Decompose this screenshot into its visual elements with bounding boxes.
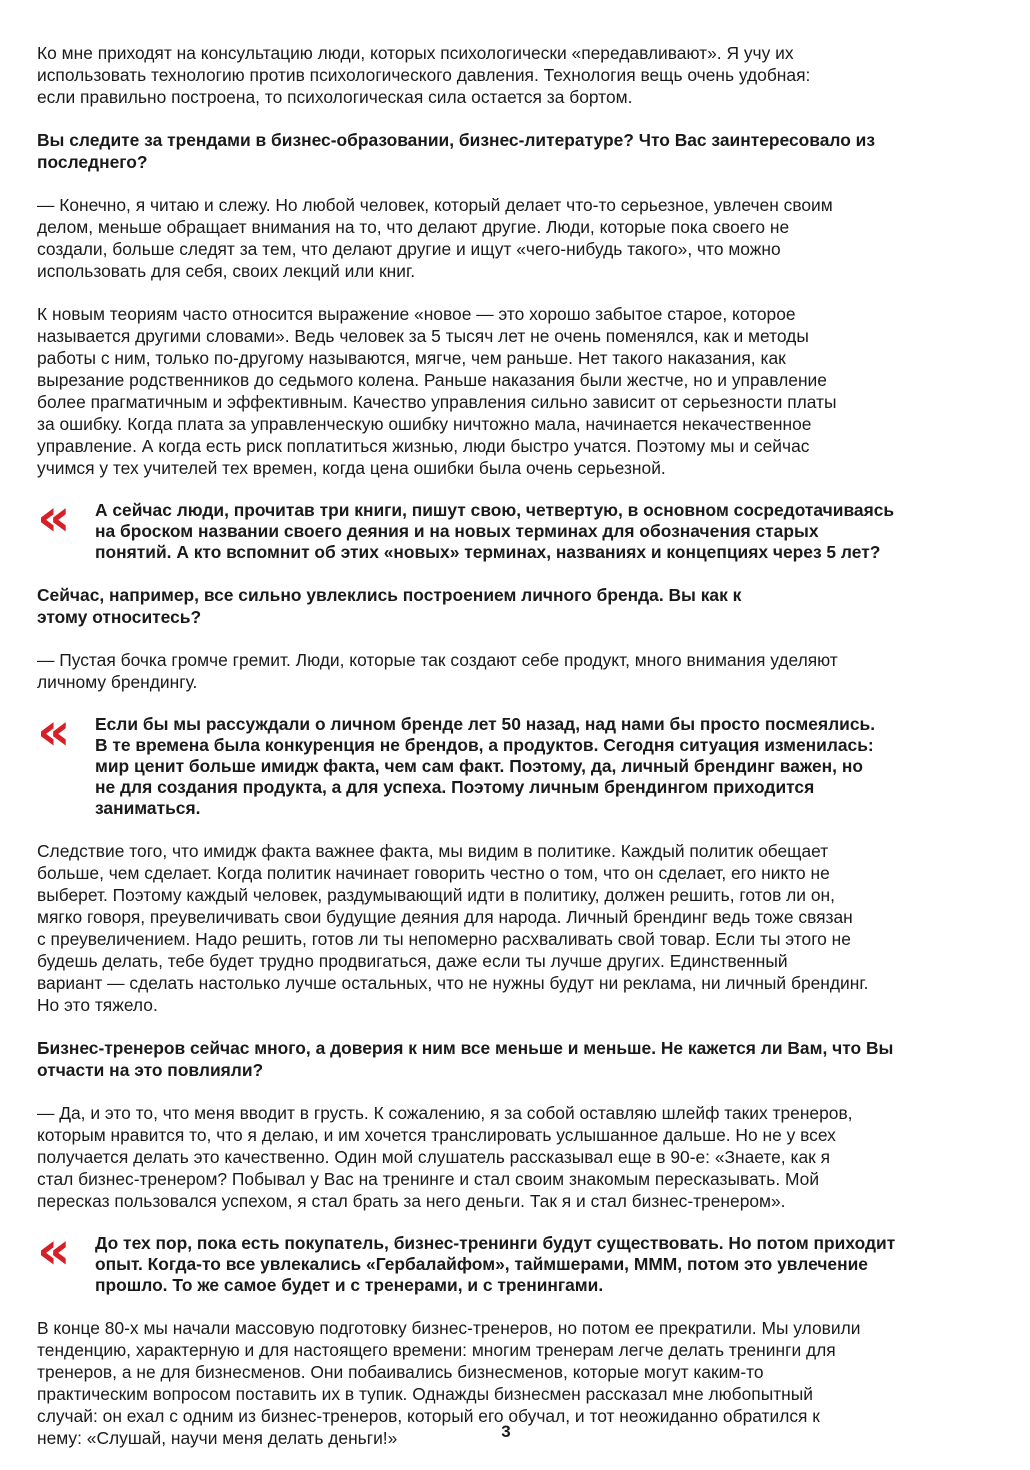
pull-quote-text: До тех пор, пока есть покупатель, бизнес-тренинги будут существовать. Но потом приходит опыт. Когда-то все увлекались «Гербалайфом», таймшерами, МММ, потом это увлечение прошло. То же самое будет и с тренерами, и с тренингами. xyxy=(95,1233,896,1295)
answer-trends: — Конечно, я читаю и слежу. Но любой человек, который делает что-то серьезное, увлечен своим делом, меньше обращает внимания на то, что делают другие. Люди, которые пока своего не создали, больше следят за тем, что делают другие и ищут «чего-нибудь такого», что можно использовать для себя, своих лекций или книг. xyxy=(37,195,833,281)
pull-quote-books xyxy=(37,488,992,563)
interview-question-personal-brand: Сейчас, например, все сильно увлеклись построением личного бренда. Вы как к этому относитесь? xyxy=(37,585,742,627)
answer-trainers: — Да, и это то, что меня вводит в грусть. К сожалению, я за собой оставляю шлейф таких тренеров, которым нравится то, что я делаю, и им хочется транслировать услышанное дальше. Но не у всех получается делать это качественно. Один мой слушатель рассказывал еще в 90-е: «Знаете, как я стал бизнес-тренером? Побывал у Вас на тренинге и стал своим знакомым пересказывать. Мой пересказ пользовался успехом, я стал брать за него деньги. Так я и стал бизнес-тренером». xyxy=(37,1103,853,1211)
interview-question-trainers: Бизнес-тренеров сейчас много, а доверия к ним все меньше и меньше. Не кажется ли Вам, что Вы отчасти на это повлияли? xyxy=(37,1038,894,1080)
paragraph-intro: Ко мне приходят на консультацию люди, которых психологически «передавливают». Я учу их использовать технологию против психологического давления. Технология вещь очень удобная: если правильно построена, то психологическая сила остается за бортом. xyxy=(37,43,811,107)
pull-quote-text: Если бы мы рассуждали о личном бренде лет 50 назад, над нами бы просто посмеялись. В те времена была конкуренция не брендов, а продуктов. Сегодня ситуация изменилась: мир ценит больше имидж факта, чем сам факт. Поэтому, да, личный брендинг важен, но не для создания продукта, а для успеха. Поэтому личным брендингом приходится заниматься. xyxy=(95,714,876,818)
paragraph-politics: Следствие того, что имидж факта важнее факта, мы видим в политике. Каждый политик обещает больше, чем сделает. Когда политик начинает говорить честно о том, что он сделает, его никто не выберет. Поэтому каждый человек, раздумывающий идти в политику, должен решить, готов ли он, мягко говоря, преувеличивать свои будущие деяния для народа. Личный брендинг ведь тоже связан с преувеличением. Надо решить, готов ли ты непомерно расхваливать свой товар. Если ты этого не будешь делать, тебе будет трудно продвигаться, даже если ты лучше других. Единственный вариант — сделать настолько лучше остальных, что не нужны будут ни реклама, ни личный брендинг. Но это тяжело. xyxy=(37,841,869,1015)
quote-mark-icon: « xyxy=(37,702,71,762)
pull-quote-trainings xyxy=(37,1221,992,1296)
pull-quote-brand xyxy=(37,702,992,819)
paragraph-new-theories: К новым теориям часто относится выражение «новое — это хорошо забытое старое, которое называется другими словами». Ведь человек за 5 тысяч лет не очень поменялся, как и методы работы с ним, только по-другому называются, мягче, чем раньше. Нет такого наказания, как вырезание родственников до седьмого колена. Раньше наказания были жестче, но и управление более прагматичным и эффективным. Качество управления сильно зависит от серьезности платы за ошибку. Когда плата за управленческую ошибку ничтожно мала, начинается некачественное управление. А когда есть риск поплатиться жизнью, люди быстро учатся. Поэтому мы и сейчас учимся у тех учителей тех времен, когда цена ошибки была очень серьезной. xyxy=(37,304,837,478)
paragraph-late-80s: В конце 80-х мы начали массовую подготовку бизнес-тренеров, но потом ее прекратили. Мы уловили тенденцию, характерную и для настоящего времени: многим тренерам легче делать тренинги для тренеров, а не для бизнесменов. Они побаивались бизнесменов, которые могут каким-то практическим вопросом поставить их в тупик. Однажды бизнесмен рассказал мне любопытный случай: он ехал с одним из бизнес-тренеров, который его обучал, и тот неожиданно обратился к нему: «Слушай, научи меня делать деньги!» xyxy=(37,1318,861,1448)
quote-mark-icon: « xyxy=(37,1221,71,1281)
quote-mark-icon: « xyxy=(37,488,71,548)
article-body xyxy=(37,42,992,1470)
answer-personal-brand: — Пустая бочка громче гремит. Люди, которые так создают себе продукт, много внимания уделяют личному брендингу. xyxy=(37,650,838,692)
pull-quote-text: А сейчас люди, прочитав три книги, пишут свою, четвертую, в основном сосредотачиваясь на броском названии своего деяния и на новых терминах для обозначения старых понятий. А кто вспомнит об этих «новых» терминах, названиях и концепциях через 5 лет? xyxy=(95,500,895,562)
page-number: 3 xyxy=(501,1422,511,1441)
interview-question-trends: Вы следите за трендами в бизнес-образовании, бизнес-литературе? Что Вас заинтересовало из последнего? xyxy=(37,130,876,172)
